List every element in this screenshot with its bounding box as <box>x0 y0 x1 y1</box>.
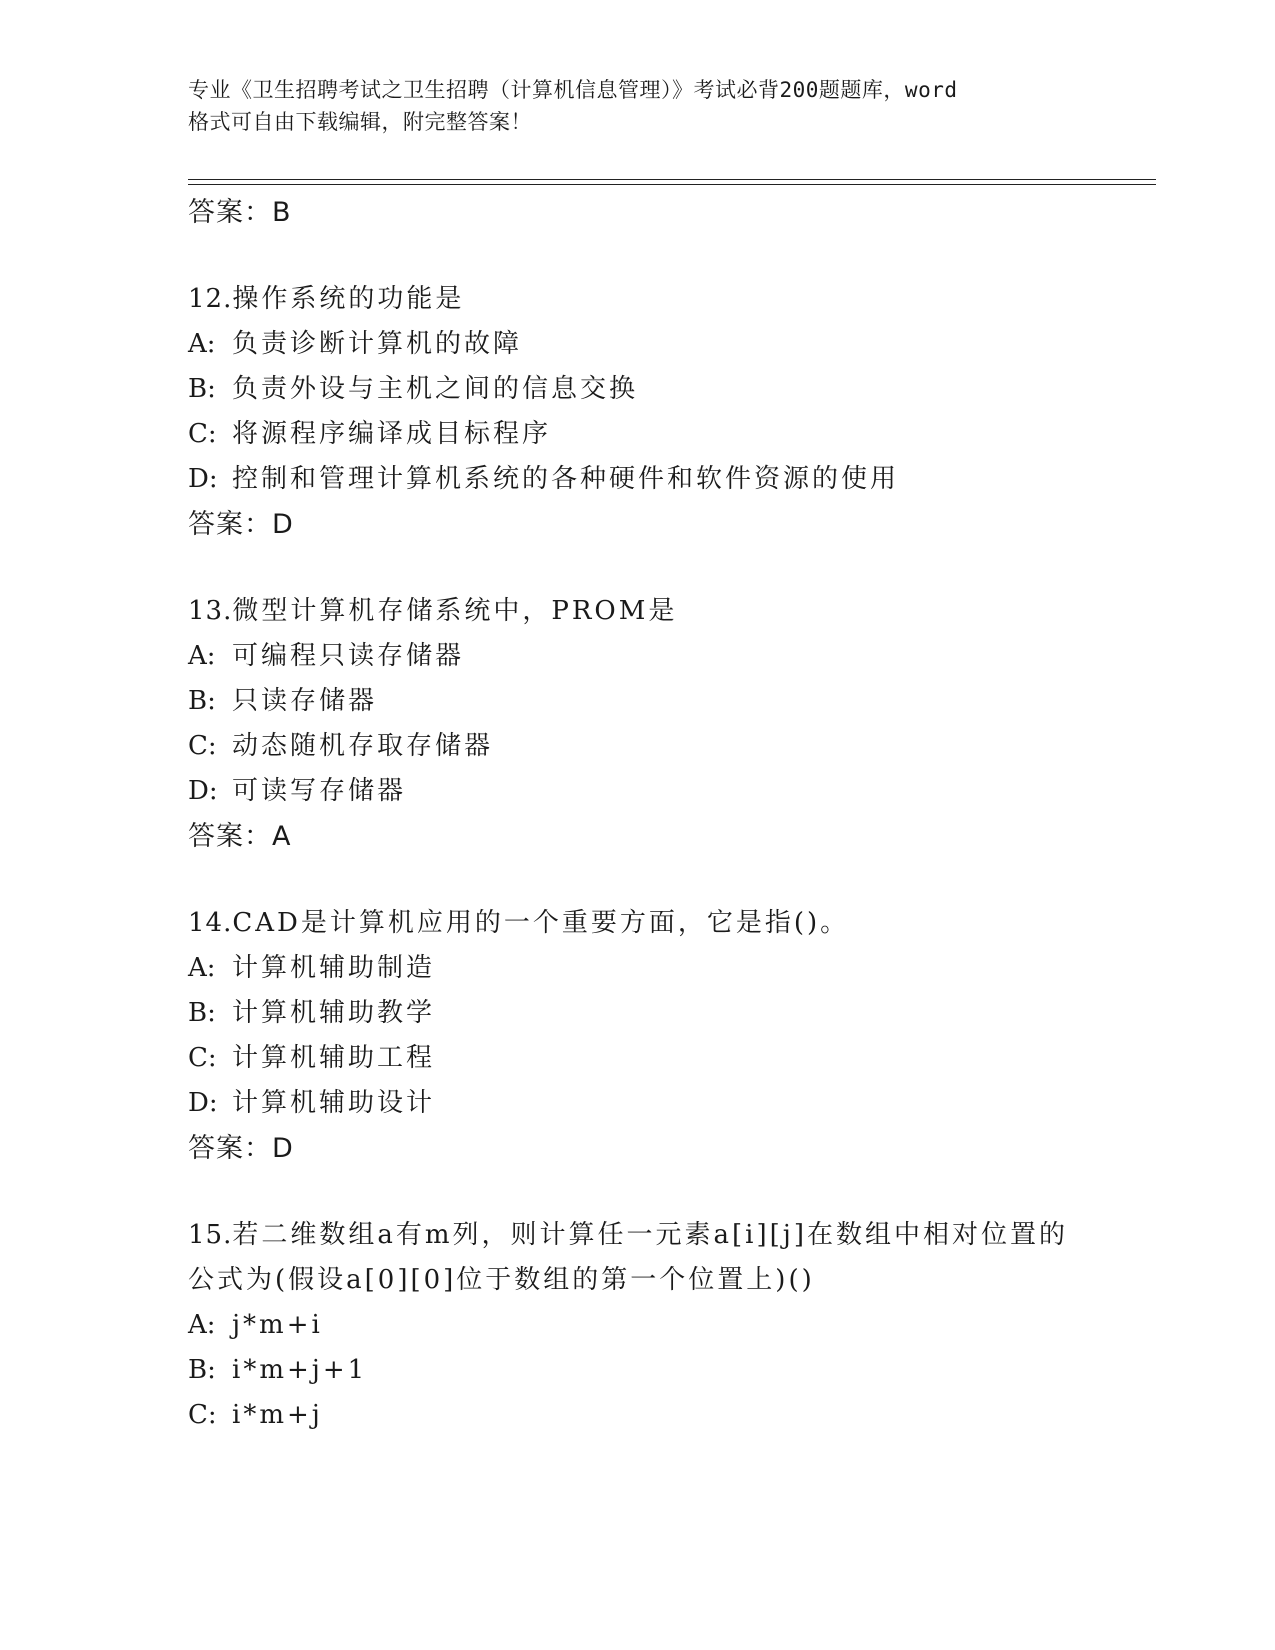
option-a <box>188 322 1148 367</box>
question-stem <box>188 1213 1068 1303</box>
option-c <box>188 412 1148 457</box>
option-label: C: <box>188 1400 217 1430</box>
option-text: 动态随机存取存储器 <box>232 731 494 761</box>
option-label: D: <box>188 464 218 494</box>
top-answer <box>188 190 1148 235</box>
question-text: 操作系统的功能是 <box>232 284 465 314</box>
option-label: D: <box>188 776 218 806</box>
question-stem <box>188 277 1148 322</box>
answer-value: B <box>272 197 292 228</box>
header-line-1: 专业《卫生招聘考试之卫生招聘（计算机信息管理）》考试必背200题题库，word <box>188 78 958 102</box>
document-content <box>188 190 1148 1438</box>
document-header <box>188 74 1108 138</box>
option-label: C: <box>188 1043 217 1073</box>
question-number: 13. <box>188 596 233 626</box>
question-answer <box>188 1126 1148 1171</box>
answer-label: 答案： <box>188 509 272 540</box>
option-a <box>188 946 1148 991</box>
answer-label: 答案： <box>188 1133 272 1164</box>
answer-value: D <box>272 509 294 540</box>
option-text: 计算机辅助工程 <box>232 1043 436 1073</box>
option-text: i*m+j <box>232 1400 323 1430</box>
option-text: 计算机辅助教学 <box>232 998 436 1028</box>
option-a <box>188 1303 1148 1348</box>
option-text: 只读存储器 <box>232 686 378 716</box>
question-stem <box>188 901 1148 946</box>
question-text: CAD是计算机应用的一个重要方面，它是指()。 <box>232 908 850 938</box>
option-label: B: <box>188 998 216 1028</box>
option-c <box>188 1036 1148 1081</box>
option-text: 控制和管理计算机系统的各种硬件和软件资源的使用 <box>232 464 900 494</box>
answer-value: D <box>272 1133 294 1164</box>
option-text: 负责诊断计算机的故障 <box>232 329 523 359</box>
option-text: 负责外设与主机之间的信息交换 <box>232 374 639 404</box>
question-answer <box>188 814 1148 859</box>
question-13 <box>188 589 1148 859</box>
option-d <box>188 457 1148 502</box>
option-label: A: <box>188 641 216 671</box>
option-b <box>188 1348 1148 1393</box>
question-text: 微型计算机存储系统中，PROM是 <box>232 596 678 626</box>
option-b <box>188 679 1148 724</box>
option-b <box>188 991 1148 1036</box>
option-label: A: <box>188 1310 216 1340</box>
option-text: i*m+j+1 <box>232 1355 368 1385</box>
header-rule-top <box>188 179 1156 180</box>
answer-value: A <box>272 821 292 852</box>
header-line-2: 格式可自由下载编辑，附完整答案！ <box>188 110 532 134</box>
option-text: 可编程只读存储器 <box>232 641 465 671</box>
option-label: B: <box>188 686 216 716</box>
question-text: 若二维数组a有m列，则计算任一元素a[i][j]在数组中相对位置的公式为(假设a[0][0]位于数组的第一个位置上)() <box>188 1220 1068 1295</box>
question-number: 14. <box>188 908 233 938</box>
answer-label: 答案： <box>188 197 272 228</box>
question-12 <box>188 277 1148 547</box>
header-rule-bottom <box>188 184 1156 185</box>
question-stem <box>188 589 1148 634</box>
option-a <box>188 634 1148 679</box>
answer-label: 答案： <box>188 821 272 852</box>
option-c <box>188 1393 1148 1438</box>
option-label: C: <box>188 419 217 449</box>
option-text: 可读写存储器 <box>232 776 407 806</box>
question-15 <box>188 1213 1148 1438</box>
option-b <box>188 367 1148 412</box>
option-label: C: <box>188 731 217 761</box>
question-number: 15. <box>188 1220 233 1250</box>
question-answer <box>188 502 1148 547</box>
question-number: 12. <box>188 284 233 314</box>
option-text: 将源程序编译成目标程序 <box>232 419 552 449</box>
option-label: B: <box>188 374 216 404</box>
option-c <box>188 724 1148 769</box>
question-14 <box>188 901 1148 1171</box>
option-text: 计算机辅助制造 <box>232 953 436 983</box>
option-label: B: <box>188 1355 216 1385</box>
option-label: A: <box>188 953 216 983</box>
option-d <box>188 769 1148 814</box>
option-text: 计算机辅助设计 <box>232 1088 436 1118</box>
option-text: j*m+i <box>232 1310 323 1340</box>
option-label: A: <box>188 329 216 359</box>
option-label: D: <box>188 1088 218 1118</box>
option-d <box>188 1081 1148 1126</box>
